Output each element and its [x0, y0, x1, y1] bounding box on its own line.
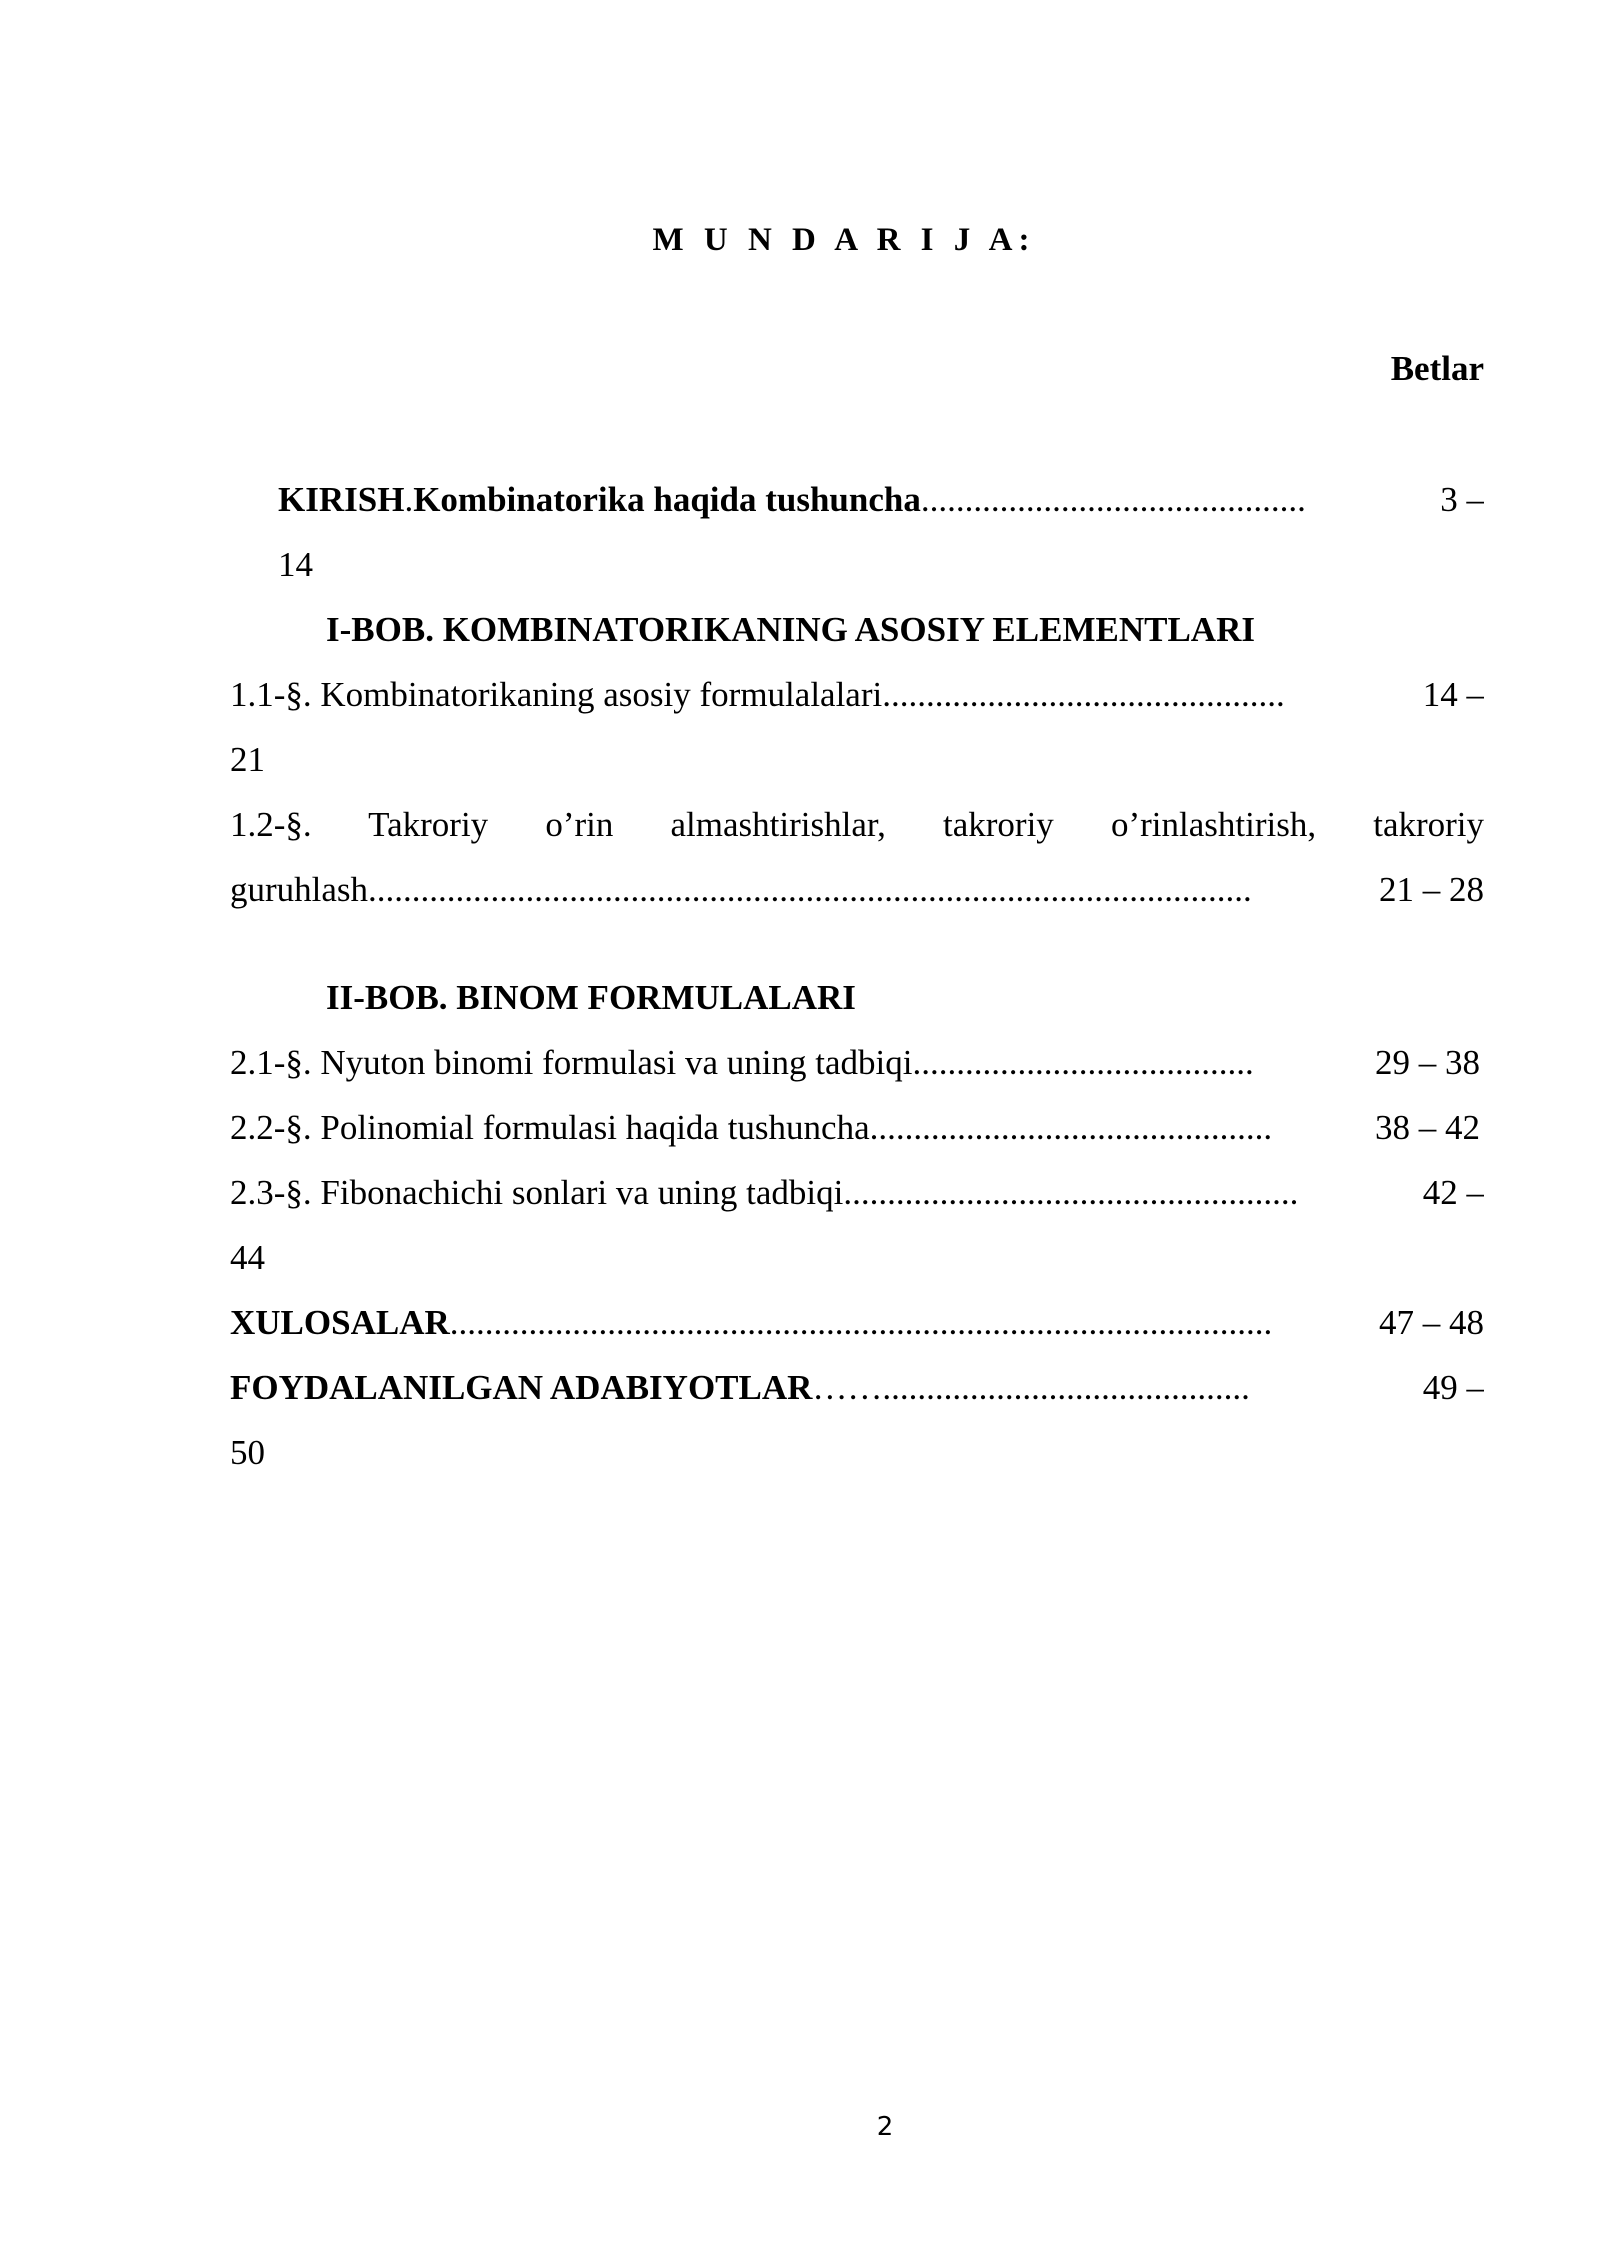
toc-title: M U N D A R I J A:: [652, 222, 1036, 258]
toc-entry-pages: 21 – 28: [1379, 870, 1484, 909]
toc-entry-label: guruhlash: [230, 870, 369, 909]
toc-entry-1-2[interactable]: [230, 805, 1484, 845]
toc-entry-pages: 42 –: [1422, 1173, 1484, 1212]
page-number: 2: [876, 2112, 894, 2142]
chapter-heading-1: I-BOB. KOMBINATORIKANING ASOSIY ELEMENTLARI: [326, 610, 1255, 649]
toc-entry-label: 2.3-§. Fibonachichi sonlari va uning tadbiqi: [230, 1173, 844, 1212]
dot-leader: ..............................................: [869, 1108, 1273, 1147]
toc-entry-2-2[interactable]: [230, 1108, 1480, 1148]
chapter-heading-2: II-BOB. BINOM FORMULALARI: [326, 978, 856, 1017]
toc-entry-2-3[interactable]: [230, 1173, 1484, 1213]
pages-column-header: Betlar: [1390, 349, 1484, 388]
toc-word: o’rin: [545, 805, 614, 844]
dot-leader: ..............................................................................................: [449, 1303, 1273, 1342]
toc-entry-kirish[interactable]: [278, 480, 1484, 520]
toc-entry-pages: 47 – 48: [1379, 1303, 1484, 1342]
toc-entry-label: FOYDALANILGAN ADABIYOTLAR: [230, 1368, 813, 1407]
toc-entry-adabiyotlar[interactable]: [230, 1368, 1484, 1408]
toc-entry-pages-continued: 21: [230, 740, 265, 779]
toc-entry-1-1[interactable]: [230, 675, 1484, 715]
dot-leader: ....................................................: [843, 1173, 1299, 1212]
toc-entry-label: XULOSALAR: [230, 1303, 450, 1342]
toc-entry-label: 2.1-§. Nyuton binomi formulasi va uning tadbiqi: [230, 1043, 913, 1082]
dot-leader: ……..........................................: [812, 1368, 1250, 1407]
toc-entry-2-1[interactable]: [230, 1043, 1480, 1083]
toc-entry-pages: 3 –: [1440, 480, 1484, 519]
toc-entry-label: KIRISH.Kombinatorika haqida tushuncha: [278, 480, 921, 519]
dot-leader: .......................................: [912, 1043, 1254, 1082]
toc-entry-pages-continued: 14: [278, 545, 313, 584]
toc-word: almashtirishlar,: [670, 805, 886, 844]
toc-entry-pages-continued: 44: [230, 1238, 265, 1277]
toc-entry-1-2-continued[interactable]: [230, 870, 1484, 910]
dot-leader: .....................................................................................................: [368, 870, 1252, 909]
toc-word: takroriy: [1373, 805, 1484, 844]
toc-word: takroriy: [943, 805, 1054, 844]
toc-word: Takroriy: [368, 805, 489, 844]
toc-entry-pages: 38 – 42: [1375, 1108, 1480, 1147]
toc-entry-label: 2.2-§. Polinomial formulasi haqida tushuncha: [230, 1108, 870, 1147]
toc-entry-pages: 29 – 38: [1375, 1043, 1480, 1082]
dot-leader: ............................................: [920, 480, 1306, 519]
toc-entry-label: 1.1-§. Kombinatorikaning asosiy formulalalari: [230, 675, 883, 714]
toc-entry-xulosalar[interactable]: [230, 1303, 1484, 1343]
toc-word: o’rinlashtirish,: [1110, 805, 1317, 844]
toc-entry-pages: 49 –: [1422, 1368, 1484, 1407]
toc-entry-pages: 14 –: [1422, 675, 1484, 714]
toc-entry-pages-continued: 50: [230, 1433, 265, 1472]
toc-word: 1.2-§.: [230, 805, 312, 844]
dot-leader: ..............................................: [882, 675, 1285, 714]
